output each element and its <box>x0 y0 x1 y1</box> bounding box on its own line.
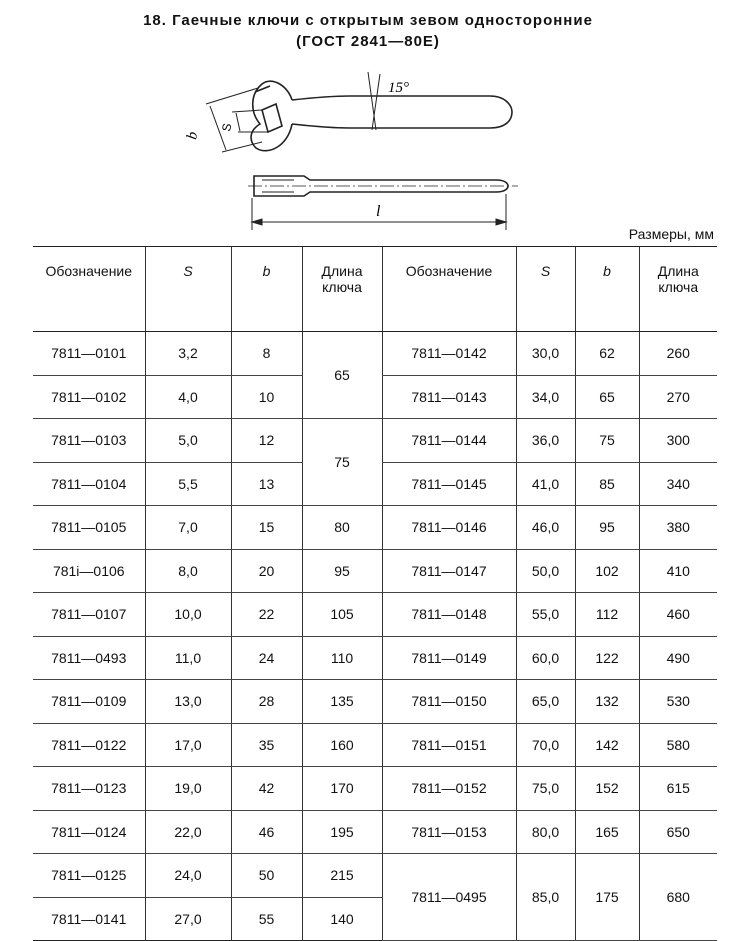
s-cell: 55,0 <box>516 593 575 637</box>
designation-cell: 7811—0101 <box>33 332 145 376</box>
b-cell: 142 <box>575 723 639 767</box>
designation-cell: 7811—0145 <box>382 462 516 506</box>
b-cell: 35 <box>231 723 302 767</box>
b-cell: 22 <box>231 593 302 637</box>
b-cell: 152 <box>575 767 639 811</box>
length-cell: 95 <box>302 549 382 593</box>
designation-cell: 7811—0102 <box>33 375 145 419</box>
b-cell: 46 <box>231 810 302 854</box>
b-cell: 20 <box>231 549 302 593</box>
header-designation-left: Обозначение <box>33 247 145 332</box>
length-cell: 460 <box>639 593 717 637</box>
header-length-left: Длина ключа <box>302 247 382 332</box>
designation-cell: 781i—0106 <box>33 549 145 593</box>
table-row <box>33 767 717 811</box>
designation-cell: 7811—0124 <box>33 810 145 854</box>
designation-cell: 7811—0152 <box>382 767 516 811</box>
designation-cell: 7811—0107 <box>33 593 145 637</box>
s-cell: 50,0 <box>516 549 575 593</box>
s-cell: 3,2 <box>145 332 231 376</box>
b-cell: 62 <box>575 332 639 376</box>
designation-cell: 7811—0146 <box>382 506 516 550</box>
length-cell: 680 <box>639 854 717 941</box>
designation-cell: 7811—0122 <box>33 723 145 767</box>
s-cell: 41,0 <box>516 462 575 506</box>
table-row <box>33 680 717 724</box>
units-note: Размеры, мм <box>628 226 714 242</box>
wrench-drawing <box>0 0 736 246</box>
table-row <box>33 549 717 593</box>
table-row <box>33 636 717 680</box>
length-cell: 80 <box>302 506 382 550</box>
dim-s-label: S <box>219 122 235 133</box>
table-row <box>33 810 717 854</box>
b-cell: 65 <box>575 375 639 419</box>
s-cell: 34,0 <box>516 375 575 419</box>
b-cell: 132 <box>575 680 639 724</box>
angle-label: 15° <box>388 80 409 96</box>
b-cell: 75 <box>575 419 639 463</box>
length-cell: 530 <box>639 680 717 724</box>
length-cell: 65 <box>302 332 382 419</box>
length-cell: 105 <box>302 593 382 637</box>
length-cell: 160 <box>302 723 382 767</box>
s-cell: 65,0 <box>516 680 575 724</box>
spec-table <box>33 246 717 941</box>
designation-cell: 7811—0147 <box>382 549 516 593</box>
s-cell: 27,0 <box>145 897 231 941</box>
b-cell: 55 <box>231 897 302 941</box>
table-row <box>33 419 717 463</box>
length-cell: 260 <box>639 332 717 376</box>
s-cell: 70,0 <box>516 723 575 767</box>
b-cell: 15 <box>231 506 302 550</box>
designation-cell: 7811—0143 <box>382 375 516 419</box>
s-cell: 36,0 <box>516 419 575 463</box>
wrench-top-view <box>251 72 512 151</box>
dim-l-label: l <box>376 203 381 220</box>
s-cell: 7,0 <box>145 506 231 550</box>
length-cell: 110 <box>302 636 382 680</box>
length-cell: 215 <box>302 854 382 898</box>
designation-cell: 7811—0493 <box>33 636 145 680</box>
standard-reference: (ГОСТ 2841—80Е) <box>296 33 440 50</box>
header-b-right: b <box>575 247 639 332</box>
wrench-side-view <box>248 176 518 196</box>
s-cell: 4,0 <box>145 375 231 419</box>
s-cell: 5,5 <box>145 462 231 506</box>
length-cell: 140 <box>302 897 382 941</box>
b-cell: 122 <box>575 636 639 680</box>
length-cell: 135 <box>302 680 382 724</box>
designation-cell: 7811—0144 <box>382 419 516 463</box>
header-s-right: S <box>516 247 575 332</box>
designation-cell: 7811—0123 <box>33 767 145 811</box>
length-cell: 170 <box>302 767 382 811</box>
designation-cell: 7811—0142 <box>382 332 516 376</box>
b-cell: 175 <box>575 854 639 941</box>
designation-cell: 7811—0141 <box>33 897 145 941</box>
length-cell: 195 <box>302 810 382 854</box>
s-cell: 46,0 <box>516 506 575 550</box>
b-cell: 8 <box>231 332 302 376</box>
table-row <box>33 506 717 550</box>
header-b-left: b <box>231 247 302 332</box>
b-cell: 102 <box>575 549 639 593</box>
s-cell: 75,0 <box>516 767 575 811</box>
s-cell: 5,0 <box>145 419 231 463</box>
b-cell: 12 <box>231 419 302 463</box>
b-cell: 50 <box>231 854 302 898</box>
s-cell: 8,0 <box>145 549 231 593</box>
designation-cell: 7811—0151 <box>382 723 516 767</box>
length-cell: 490 <box>639 636 717 680</box>
s-cell: 13,0 <box>145 680 231 724</box>
designation-cell: 7811—0103 <box>33 419 145 463</box>
table-header <box>33 247 717 332</box>
table-row <box>33 593 717 637</box>
designation-cell: 7811—0109 <box>33 680 145 724</box>
b-cell: 42 <box>231 767 302 811</box>
s-cell: 19,0 <box>145 767 231 811</box>
b-cell: 95 <box>575 506 639 550</box>
length-cell: 380 <box>639 506 717 550</box>
dim-b-label: b <box>184 130 202 141</box>
s-cell: 17,0 <box>145 723 231 767</box>
table-row <box>33 332 717 376</box>
designation-cell: 7811—0153 <box>382 810 516 854</box>
b-cell: 24 <box>231 636 302 680</box>
s-cell: 11,0 <box>145 636 231 680</box>
s-cell: 24,0 <box>145 854 231 898</box>
b-cell: 10 <box>231 375 302 419</box>
designation-cell: 7811—0104 <box>33 462 145 506</box>
length-cell: 75 <box>302 419 382 506</box>
table-row <box>33 854 717 898</box>
designation-cell: 7811—0149 <box>382 636 516 680</box>
header-designation-right: Обозначение <box>382 247 516 332</box>
s-cell: 80,0 <box>516 810 575 854</box>
length-cell: 580 <box>639 723 717 767</box>
s-cell: 30,0 <box>516 332 575 376</box>
designation-cell: 7811—0495 <box>382 854 516 941</box>
length-cell: 650 <box>639 810 717 854</box>
length-cell: 270 <box>639 375 717 419</box>
length-cell: 300 <box>639 419 717 463</box>
s-cell: 60,0 <box>516 636 575 680</box>
length-cell: 410 <box>639 549 717 593</box>
header-length-right: Длина ключа <box>639 247 717 332</box>
length-cell: 615 <box>639 767 717 811</box>
s-cell: 85,0 <box>516 854 575 941</box>
designation-cell: 7811—0105 <box>33 506 145 550</box>
s-cell: 10,0 <box>145 593 231 637</box>
designation-cell: 7811—0148 <box>382 593 516 637</box>
length-cell: 340 <box>639 462 717 506</box>
b-cell: 28 <box>231 680 302 724</box>
b-cell: 13 <box>231 462 302 506</box>
header-s-left: S <box>145 247 231 332</box>
b-cell: 165 <box>575 810 639 854</box>
b-cell: 85 <box>575 462 639 506</box>
b-cell: 112 <box>575 593 639 637</box>
table-row <box>33 723 717 767</box>
document-title: 18. Гаечные ключи с открытым зевом односторонние <box>143 12 593 29</box>
s-cell: 22,0 <box>145 810 231 854</box>
designation-cell: 7811—0125 <box>33 854 145 898</box>
designation-cell: 7811—0150 <box>382 680 516 724</box>
